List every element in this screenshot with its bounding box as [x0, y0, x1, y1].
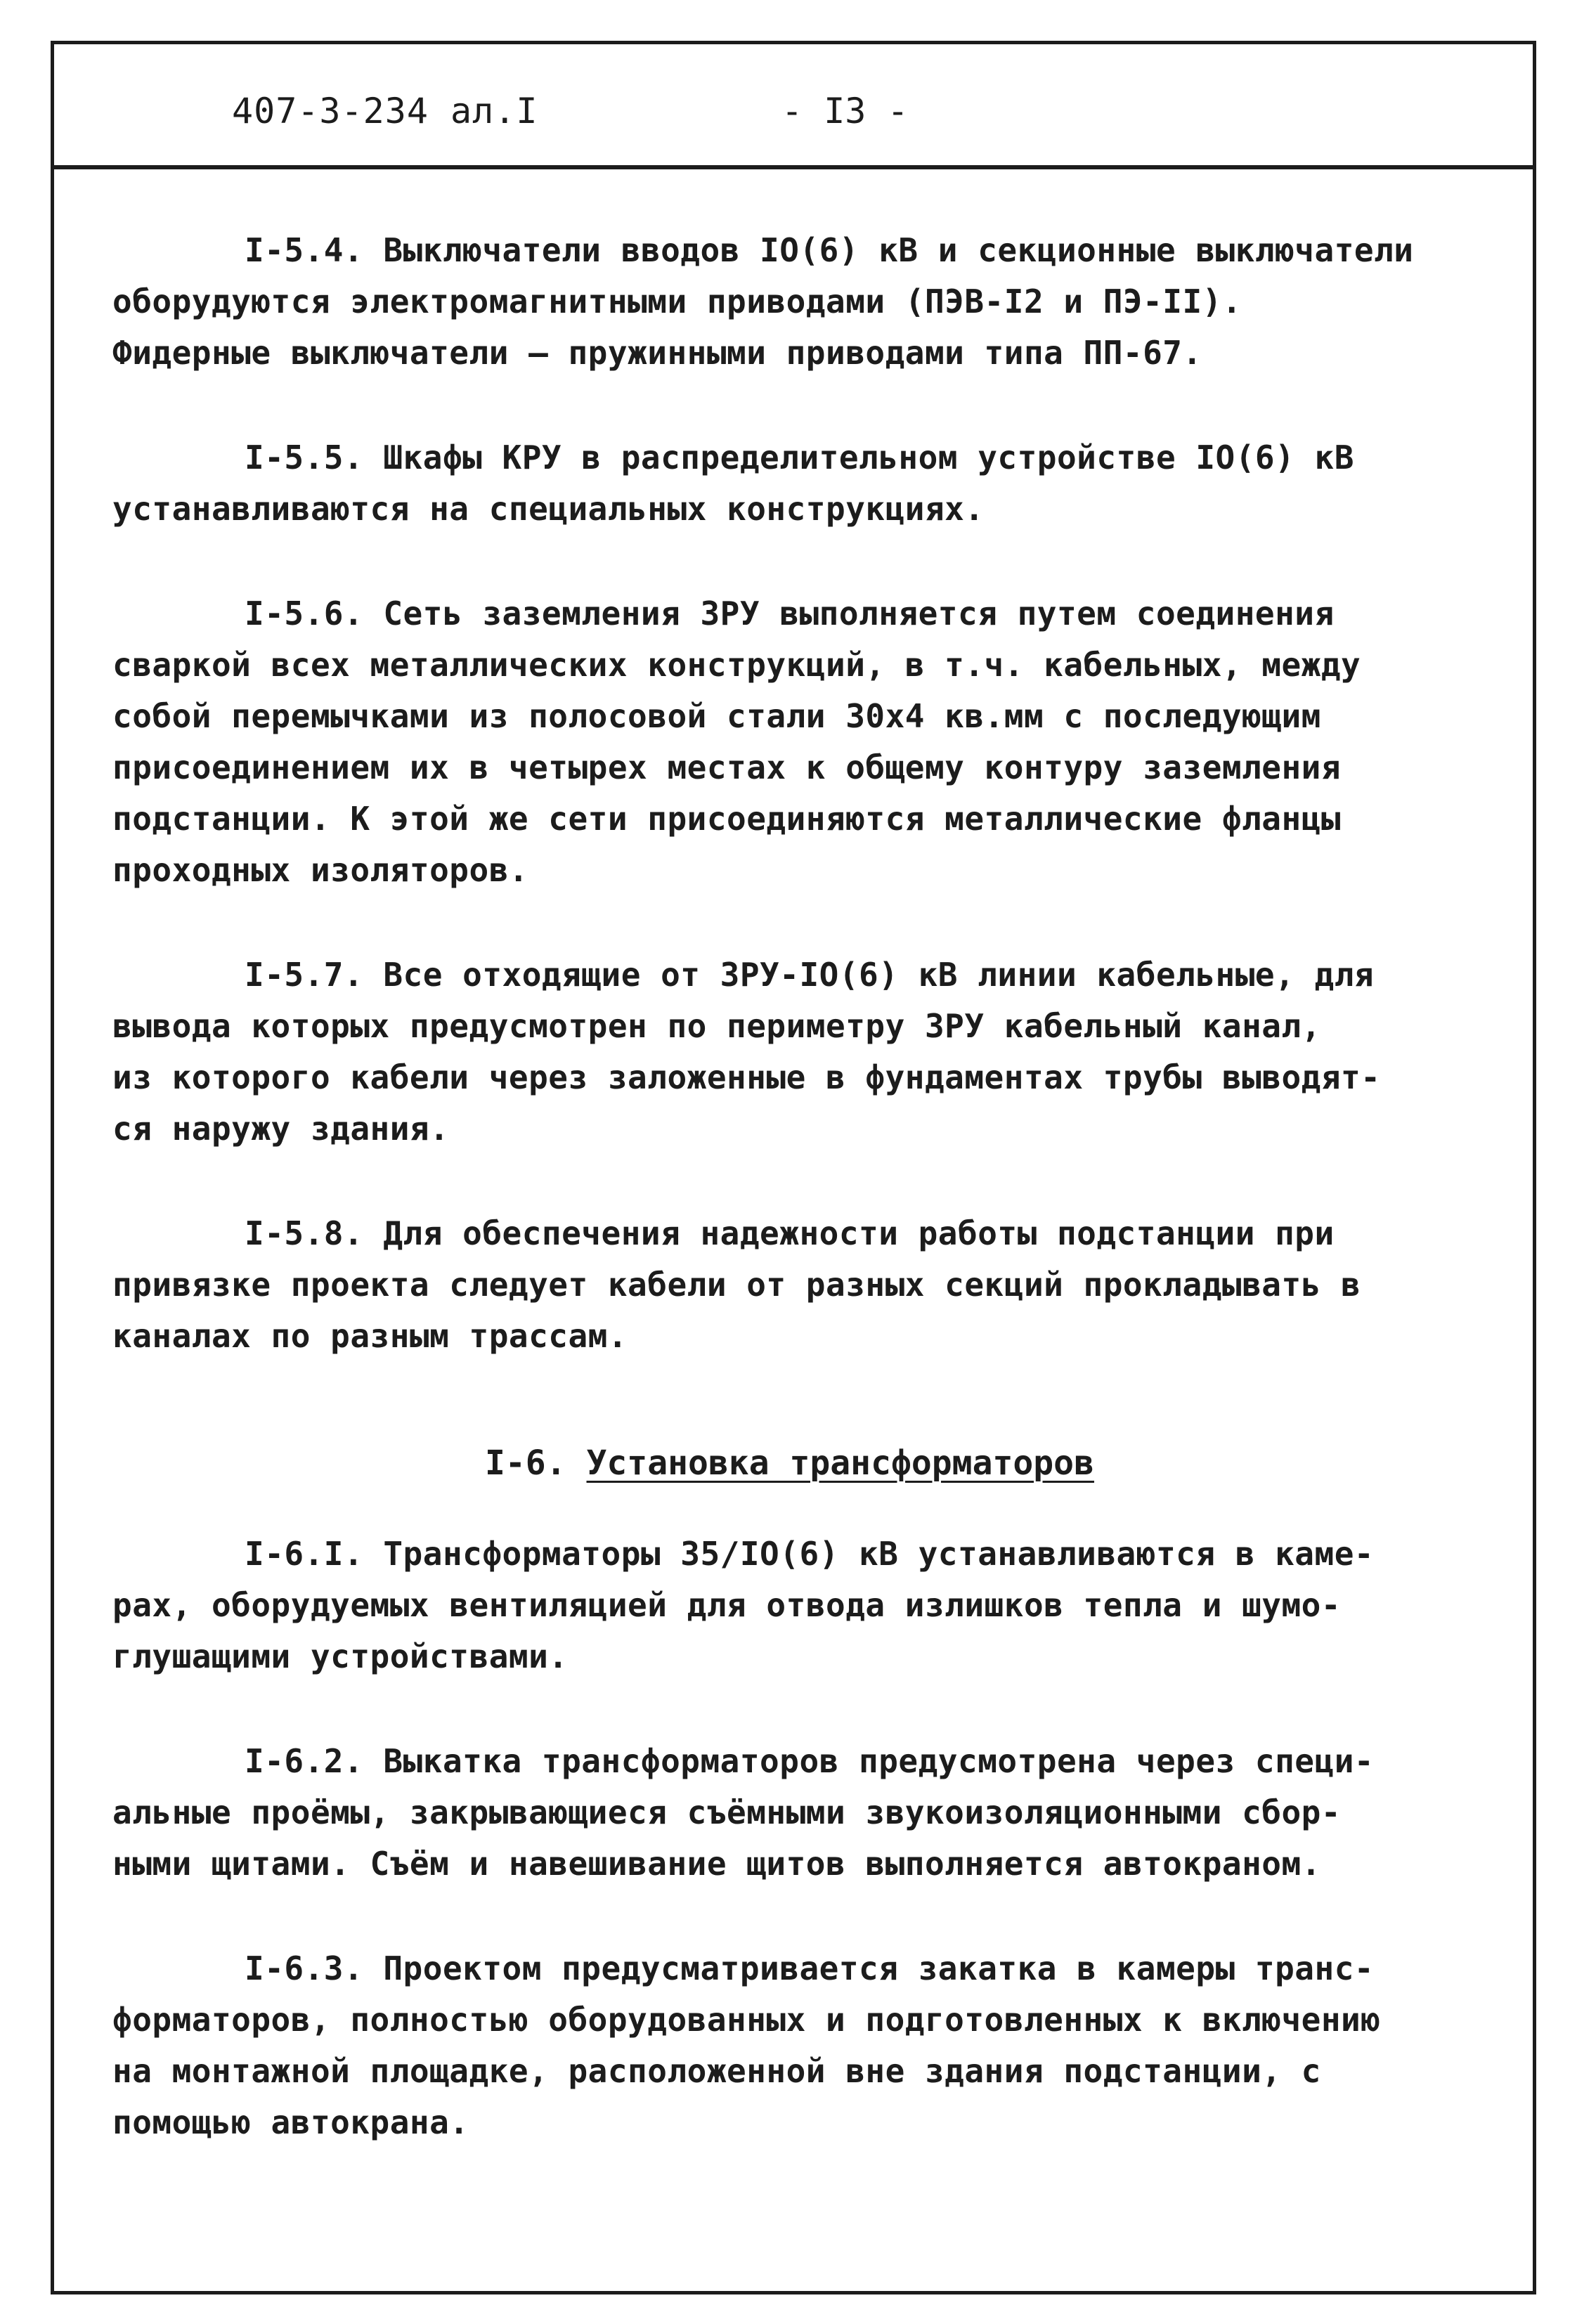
paragraph-line: на монтажной площадке, расположенной вне здания подстанции, с — [112, 2052, 1321, 2090]
paragraph-spacer — [112, 896, 1511, 949]
paragraph-line: присоединением их в четырех местах к общему контуру заземления — [112, 748, 1342, 786]
paragraph-line: вывода которых предусмотрен по периметру ЗРУ кабельный канал, — [112, 1007, 1321, 1045]
paragraph-line: сваркой всех металлических конструкций, в т.ч. кабельных, между — [112, 646, 1361, 684]
paragraph-line: каналах по разным трассам. — [112, 1317, 628, 1355]
paragraph-spacer — [112, 1890, 1511, 1943]
page-number: - I3 - — [781, 91, 909, 131]
paragraph-line: I-5.4. Выключатели вводов IO(6) кВ и секционные выключатели — [245, 231, 1414, 269]
header-divider — [51, 165, 1536, 169]
section-title: Установка трансформаторов — [586, 1443, 1094, 1483]
paragraph-line: оборудуются электромагнитными приводами (ПЭВ-I2 и ПЭ-II). — [112, 283, 1242, 320]
paragraph-line: I-5.7. Все отходящие от ЗРУ-IO(6) кВ линии кабельные, для — [245, 956, 1375, 994]
paragraph-line: собой перемычками из полосовой стали 30х4 кв.мм с последующим — [112, 697, 1321, 735]
paragraph-spacer — [112, 379, 1511, 432]
paragraph-1-5-4 — [112, 225, 1511, 379]
paragraph-spacer — [112, 1155, 1511, 1208]
paragraph-1-5-8 — [112, 1208, 1511, 1362]
section-heading — [112, 1438, 1511, 1489]
paragraph-1-5-5 — [112, 432, 1511, 535]
paragraph-line: I-5.5. Шкафы КРУ в распределительном устройстве IO(6) кВ — [245, 439, 1354, 476]
paragraph-1-6-2 — [112, 1736, 1511, 1890]
paragraph-line: помощью автокрана. — [112, 2103, 469, 2141]
paragraph-spacer — [112, 1362, 1511, 1438]
paragraph-spacer — [112, 1489, 1511, 1528]
paragraph-spacer — [112, 535, 1511, 588]
paragraph-line: подстанции. К этой же сети присоединяются металлические фланцы — [112, 800, 1342, 838]
paragraph-line: проходных изоляторов. — [112, 851, 529, 889]
page-header — [51, 41, 1536, 165]
paragraph-line: ными щитами. Съём и навешивание щитов выполняется автокраном. — [112, 1845, 1321, 1883]
paragraph-line: I-5.6. Сеть заземления ЗРУ выполняется путем соединения — [245, 595, 1335, 632]
paragraph-spacer — [112, 1682, 1511, 1736]
paragraph-line: глушащими устройствами. — [112, 1637, 569, 1675]
paragraph-line: из которого кабели через заложенные в фундаментах трубы выводят- — [112, 1058, 1381, 1096]
paragraph-line: I-5.8. Для обеспечения надежности работы подстанции при — [245, 1214, 1335, 1252]
paragraph-1-6-1 — [112, 1528, 1511, 1682]
paragraph-line: Фидерные выключатели – пружинными приводами типа ПП-67. — [112, 334, 1202, 372]
paragraph-line: устанавливаются на специальных конструкциях. — [112, 490, 985, 528]
paragraph-line: привязке проекта следует кабели от разных секций прокладывать в — [112, 1266, 1361, 1304]
paragraph-1-5-7 — [112, 949, 1511, 1155]
paragraph-line: альные проёмы, закрывающиеся съёмными звукоизоляционными сбор- — [112, 1793, 1342, 1831]
paragraph-1-5-6 — [112, 588, 1511, 896]
section-number: I-6. — [485, 1443, 566, 1483]
paragraph-line: ся наружу здания. — [112, 1110, 450, 1148]
paragraph-line: I-6.2. Выкатка трансформаторов предусмотрена через специ- — [245, 1742, 1375, 1780]
paragraph-1-6-3 — [112, 1943, 1511, 2148]
document-body — [112, 225, 1511, 2148]
paragraph-line: I-6.I. Трансформаторы 35/IO(6) кВ устанавливаются в каме- — [245, 1535, 1375, 1573]
paragraph-line: I-6.3. Проектом предусматривается закатка в камеры транс- — [245, 1949, 1375, 1987]
document-code: 407-3-234 ал.I — [232, 91, 538, 131]
paragraph-line: рах, оборудуемых вентиляцией для отвода излишков тепла и шумо- — [112, 1586, 1342, 1624]
paragraph-line: форматоров, полностью оборудованных и подготовленных к включению — [112, 2001, 1381, 2039]
